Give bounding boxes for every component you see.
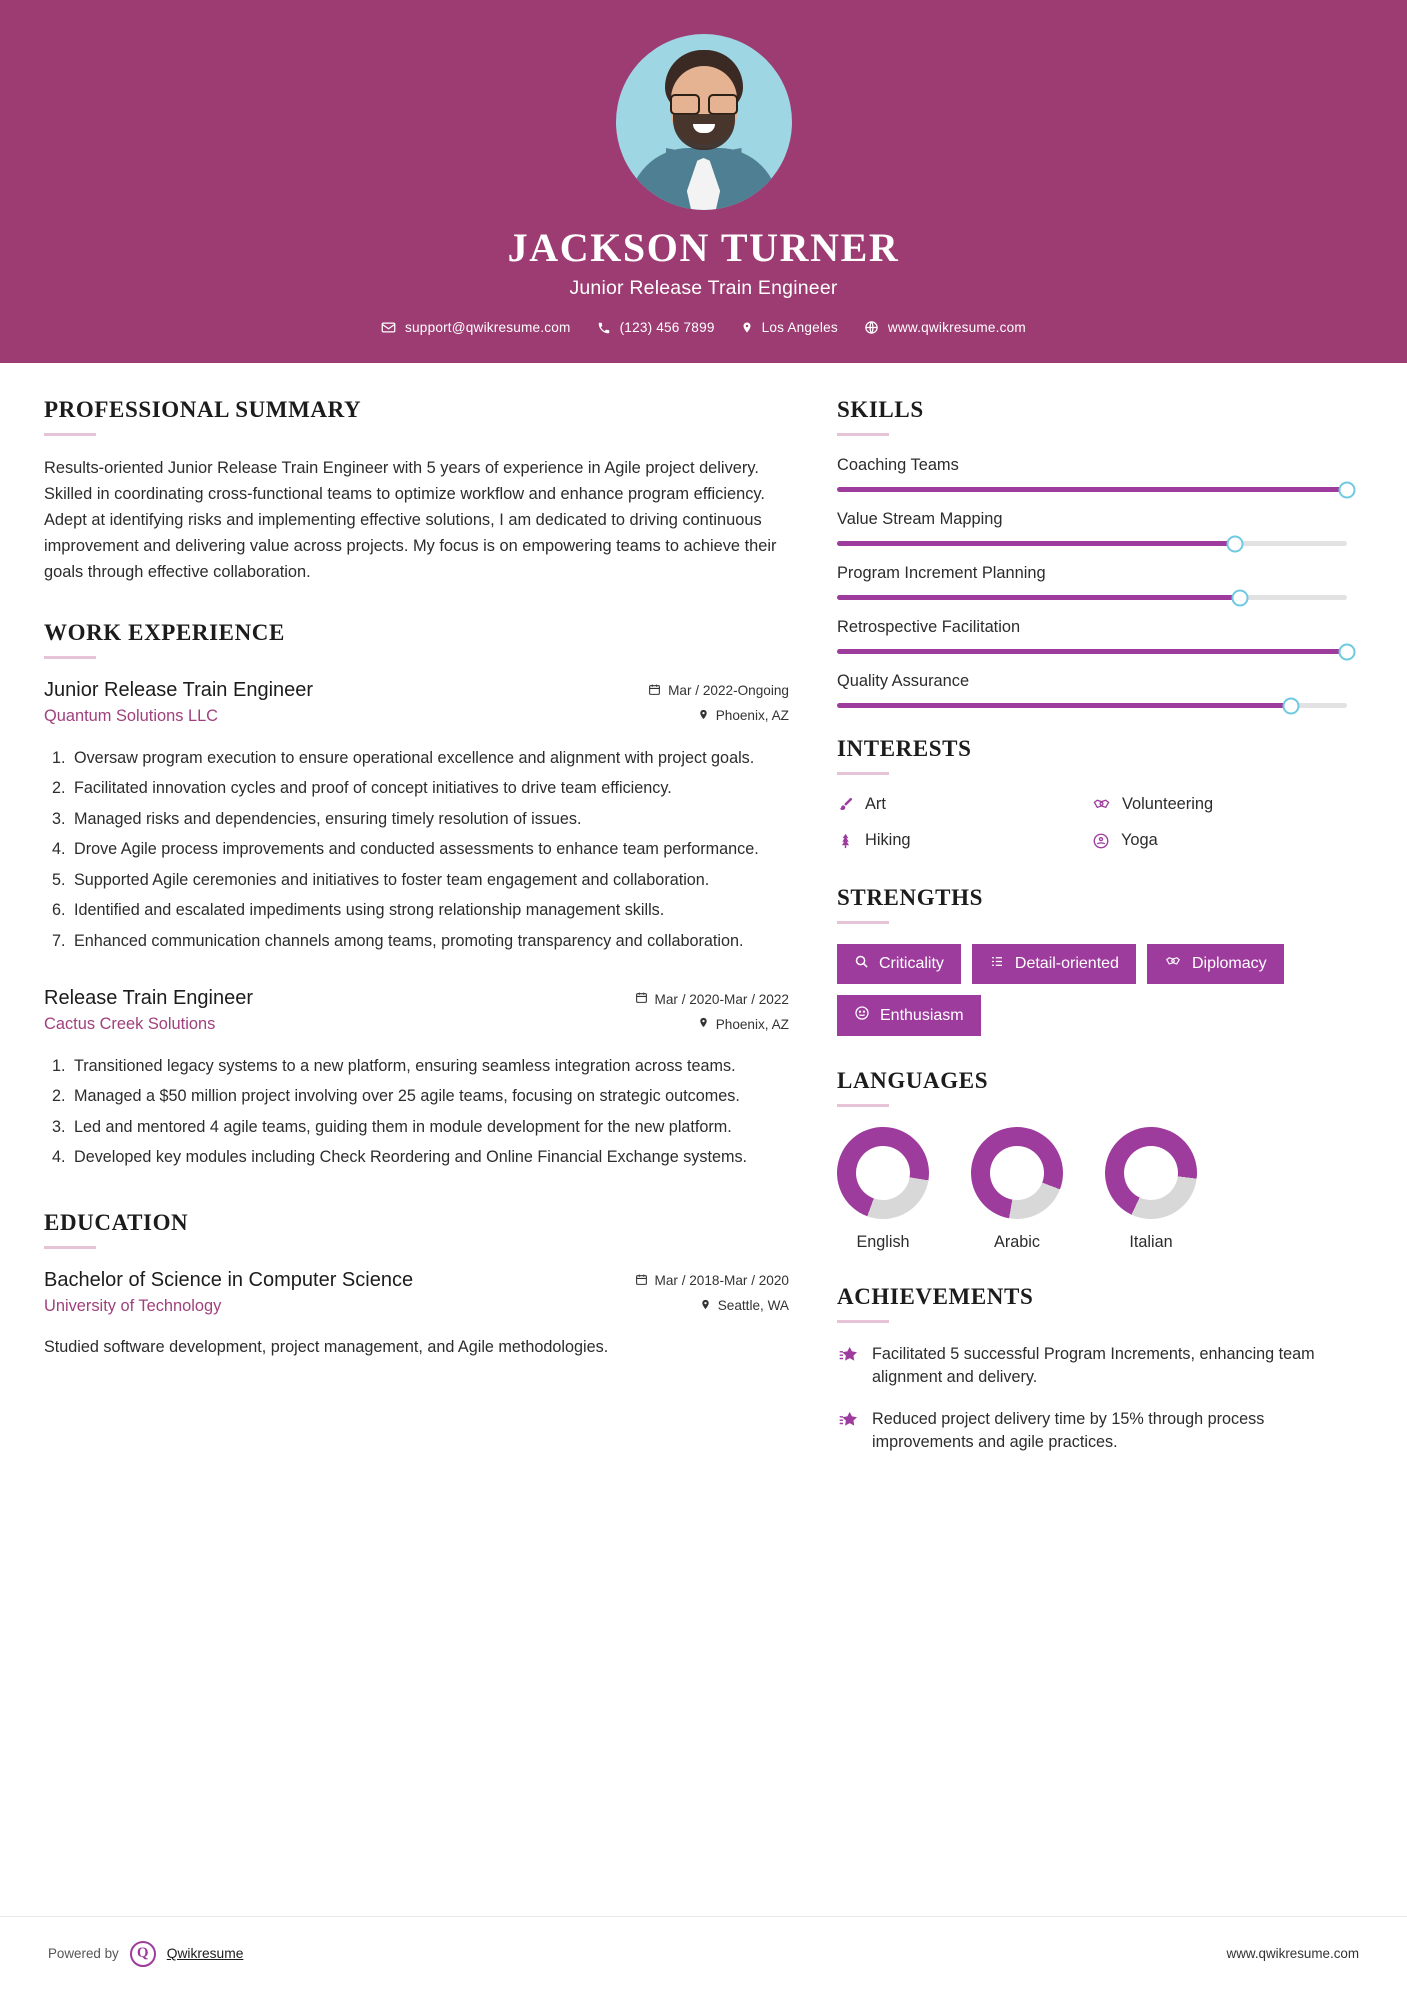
skill-bar <box>837 541 1347 546</box>
calendar-icon <box>648 683 661 699</box>
section-divider <box>837 1320 889 1323</box>
language-label: English <box>856 1233 910 1251</box>
resume-body <box>0 363 1407 1473</box>
calendar-icon <box>635 991 648 1007</box>
section-title-achievements: ACHIEVEMENTS <box>837 1284 1034 1309</box>
contact-website-value: www.qwikresume.com <box>887 320 1026 335</box>
right-column <box>837 397 1347 1473</box>
section-achievements <box>837 1284 1347 1455</box>
skill-bar-knob <box>1282 697 1299 714</box>
job-dates: Mar / 2022-Ongoing <box>668 683 789 699</box>
section-skills <box>837 397 1347 708</box>
skill-item <box>837 672 1347 708</box>
language-label: Arabic <box>994 1233 1040 1251</box>
smiley-icon <box>854 1005 870 1026</box>
skill-label: Program Increment Planning <box>837 564 1046 582</box>
education-description: Studied software development, project management, and Agile methodologies. <box>44 1337 609 1356</box>
section-divider <box>837 772 889 775</box>
job-entry <box>44 679 789 953</box>
tree-icon <box>837 832 854 850</box>
interest-item <box>837 795 1092 814</box>
page-title: JACKSON TURNER <box>507 225 900 270</box>
job-bullet: 2. Managed a $50 million project involving over 25 agile teams, focusing on strategic outcomes. <box>70 1085 789 1108</box>
job-location: Phoenix, AZ <box>715 1016 789 1032</box>
contact-website[interactable] <box>864 320 1026 335</box>
summary-text: Results-oriented Junior Release Train Engineer with 5 years of experience in Agile project delivery. Skilled in coordinating cross-functional teams to optimize workflow and enhance program efficiency. Adept at identifying risks and implementing effective solutions, I am dedicated to driving continuous improvement and delivering value across projects. My focus is on empowering teams to achieve their goals through effective collaboration. <box>44 459 777 581</box>
search-icon <box>854 954 869 974</box>
section-interests <box>837 736 1347 867</box>
qwikresume-logo-icon: Q <box>130 1941 156 1967</box>
contact-email-value: support@qwikresume.com <box>405 320 571 335</box>
section-title-work: WORK EXPERIENCE <box>44 619 285 645</box>
phone-icon <box>597 321 611 335</box>
job-bullets <box>70 747 789 953</box>
contact-phone-value: (123) 456 7899 <box>619 320 715 335</box>
strength-chip <box>837 944 961 984</box>
powered-by-label: Powered by <box>48 1946 119 1961</box>
job-bullet: 7. Enhanced communication channels among teams, promoting transparency and collaboration. <box>70 930 789 953</box>
job-bullet: 1. Oversaw program execution to ensure operational excellence and alignment with project goals. <box>70 747 789 770</box>
mail-icon <box>381 320 396 335</box>
skill-bar-fill <box>837 541 1235 546</box>
education-dates-row <box>635 1273 790 1289</box>
interest-label: Hiking <box>865 831 911 849</box>
section-title-education: EDUCATION <box>44 1209 189 1235</box>
skill-item <box>837 564 1347 600</box>
star-badge-icon <box>837 1343 859 1390</box>
calendar-icon <box>635 1273 648 1289</box>
education-school: University of Technology <box>44 1296 222 1315</box>
contact-phone[interactable] <box>597 320 715 335</box>
job-bullet: 2. Facilitated innovation cycles and proof of concept initiatives to drive team efficiency. <box>70 777 789 800</box>
section-divider <box>44 656 96 659</box>
job-dates-row <box>635 991 790 1007</box>
section-divider <box>44 433 96 436</box>
location-icon <box>698 1016 709 1032</box>
globe-icon <box>864 320 879 335</box>
job-location-row <box>635 1016 790 1032</box>
section-strengths <box>837 885 1347 1036</box>
list-icon <box>989 954 1005 974</box>
education-location: Seattle, WA <box>717 1298 789 1314</box>
skill-bar-knob <box>1226 535 1243 552</box>
paintbrush-icon <box>837 796 854 813</box>
skill-bar <box>837 487 1347 492</box>
strength-label: Diplomacy <box>1191 955 1267 972</box>
location-icon <box>698 708 709 724</box>
language-donut <box>824 1114 942 1232</box>
skill-bar <box>837 595 1347 600</box>
job-bullet: 1. Transitioned legacy systems to a new platform, ensuring seamless integration across teams. <box>70 1055 789 1078</box>
job-organization: Cactus Creek Solutions <box>44 1015 216 1033</box>
interest-label: Yoga <box>1121 831 1158 849</box>
section-title-languages: LANGUAGES <box>837 1068 989 1093</box>
section-title-interests: INTERESTS <box>837 736 972 761</box>
job-bullet: 4. Developed key modules including Check Reordering and Online Financial Exchange systems. <box>70 1146 789 1169</box>
powered-by <box>48 1941 243 1967</box>
section-title-summary: PROFESSIONAL SUMMARY <box>44 397 362 422</box>
section-professional-summary <box>44 397 789 586</box>
contact-email[interactable] <box>381 320 571 335</box>
achievement-item <box>837 1408 1347 1455</box>
skill-bar <box>837 649 1347 654</box>
skill-bar-knob <box>1231 589 1248 606</box>
skill-bar-fill <box>837 595 1240 600</box>
achievement-text: Facilitated 5 successful Program Increments, enhancing team alignment and delivery. <box>872 1345 1315 1387</box>
job-role: Release Train Engineer <box>44 987 254 1009</box>
job-bullet: 5. Supported Agile ceremonies and initiatives to foster team engagement and collaboration. <box>70 869 789 892</box>
location-icon <box>741 320 753 335</box>
language-item <box>1105 1127 1197 1252</box>
achievement-text: Reduced project delivery time by 15% through process improvements and agile practices. <box>872 1409 1265 1452</box>
strength-label: Enthusiasm <box>880 1006 964 1024</box>
interest-item <box>1092 795 1347 814</box>
education-entry <box>44 1269 789 1359</box>
section-title-strengths: STRENGTHS <box>837 885 984 910</box>
job-bullet: 6. Identified and escalated impediments using strong relationship management skills. <box>70 899 789 922</box>
job-location: Phoenix, AZ <box>715 708 789 724</box>
job-bullet: 3. Managed risks and dependencies, ensuring timely resolution of issues. <box>70 808 789 831</box>
section-work-experience <box>44 620 789 1170</box>
job-dates-row <box>648 683 789 699</box>
skill-item <box>837 456 1347 492</box>
language-label: Italian <box>1129 1233 1173 1251</box>
section-languages <box>837 1068 1347 1252</box>
section-divider <box>44 1246 96 1249</box>
language-donut <box>964 1120 1071 1227</box>
handshake-icon <box>1092 796 1111 813</box>
skill-bar-knob <box>1339 643 1356 660</box>
yoga-icon <box>1092 832 1110 850</box>
language-donut <box>1090 1112 1212 1234</box>
interest-label: Volunteering <box>1122 795 1214 813</box>
job-bullet: 4. Drove Agile process improvements and conducted assessments to enhance team performance. <box>70 838 789 861</box>
skill-item <box>837 510 1347 546</box>
skill-bar <box>837 703 1347 708</box>
footer-website[interactable]: www.qwikresume.com <box>1226 1946 1359 1961</box>
skill-label: Coaching Teams <box>837 456 959 474</box>
education-location-row <box>635 1298 790 1314</box>
achievement-item <box>837 1343 1347 1390</box>
interest-item <box>837 831 1092 850</box>
left-column <box>44 397 789 1473</box>
strength-chip <box>1147 944 1284 984</box>
education-degree: Bachelor of Science in Computer Science <box>44 1268 414 1291</box>
skill-label: Retrospective Facilitation <box>837 618 1021 636</box>
skill-bar-fill <box>837 703 1291 708</box>
qwikresume-link[interactable]: Qwikresume <box>166 1946 244 1961</box>
skill-label: Quality Assurance <box>837 672 970 690</box>
skill-item <box>837 618 1347 654</box>
location-icon <box>700 1298 711 1314</box>
page-footer <box>0 1916 1407 1990</box>
job-bullets <box>70 1055 789 1170</box>
job-location-row <box>648 708 789 724</box>
contact-list <box>0 320 1407 335</box>
job-dates: Mar / 2020-Mar / 2022 <box>654 991 789 1007</box>
strength-label: Detail-oriented <box>1014 955 1119 972</box>
language-item <box>971 1127 1063 1252</box>
star-badge-icon <box>837 1408 859 1455</box>
section-divider <box>837 921 889 924</box>
skill-bar-fill <box>837 649 1347 654</box>
strength-chip <box>972 944 1136 984</box>
strength-chip <box>837 995 981 1036</box>
contact-location[interactable] <box>741 320 838 335</box>
strength-label: Criticality <box>879 955 944 972</box>
section-title-skills: SKILLS <box>837 397 924 422</box>
header-job-title: Junior Release Train Engineer <box>569 277 838 299</box>
resume-header <box>0 0 1407 363</box>
interest-label: Art <box>865 795 886 813</box>
language-item <box>837 1127 929 1252</box>
handshake-icon <box>1164 954 1182 974</box>
section-divider <box>837 433 889 436</box>
job-organization: Quantum Solutions LLC <box>44 706 219 725</box>
contact-location-value: Los Angeles <box>761 320 838 335</box>
interest-item <box>1092 831 1347 850</box>
job-entry <box>44 987 789 1170</box>
job-role: Junior Release Train Engineer <box>44 678 314 701</box>
section-education <box>44 1210 789 1359</box>
avatar <box>616 34 792 210</box>
education-dates: Mar / 2018-Mar / 2020 <box>654 1273 789 1289</box>
section-divider <box>837 1104 889 1107</box>
skill-bar-fill <box>837 487 1347 492</box>
skill-bar-knob <box>1339 481 1356 498</box>
job-bullet: 3. Led and mentored 4 agile teams, guiding them in module development for the new platform. <box>70 1116 789 1139</box>
skill-label: Value Stream Mapping <box>837 510 1003 528</box>
